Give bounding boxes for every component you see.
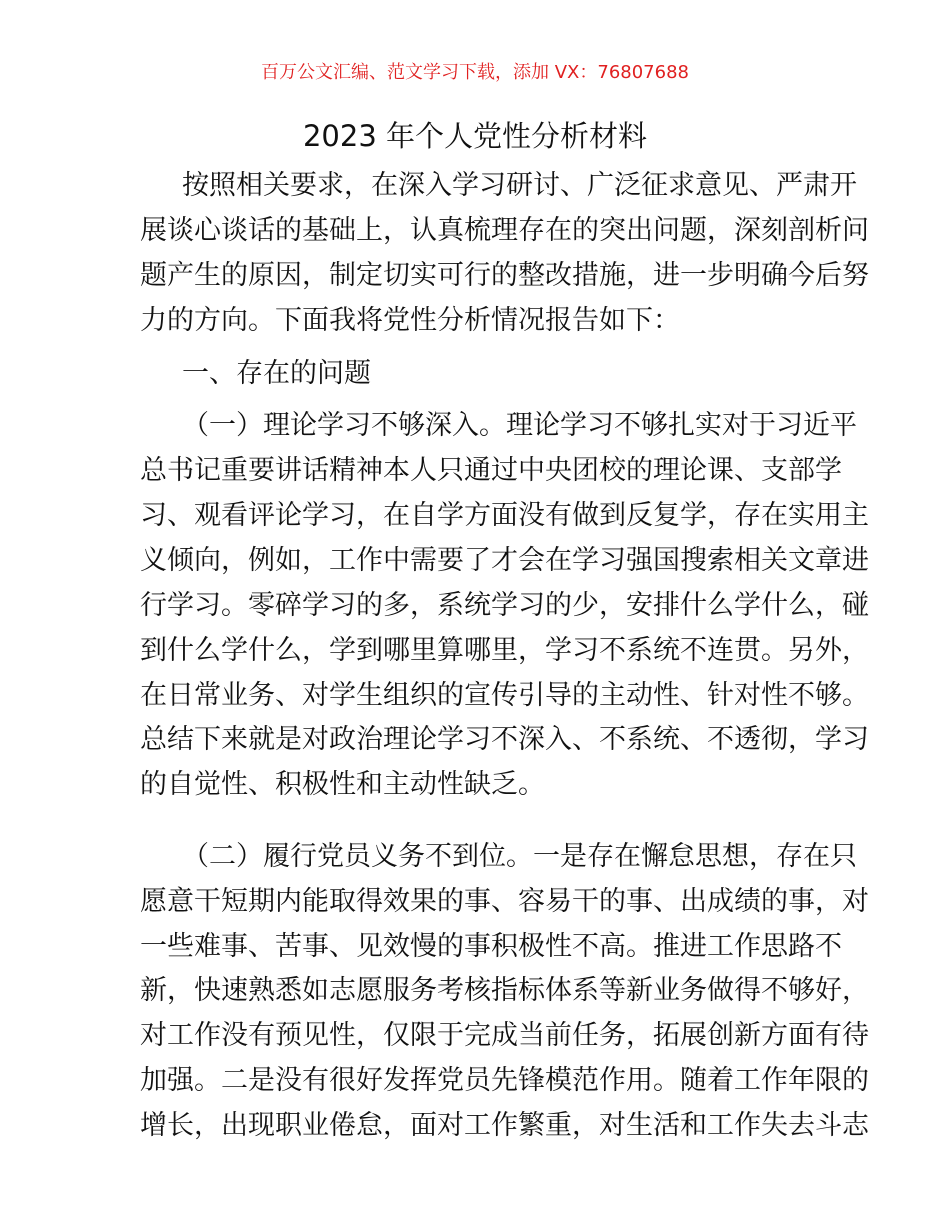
document-title: 2023 年个人党性分析材料 [302, 119, 648, 153]
text-line: 增长，出现职业倦怠，面对工作繁重，对生活和工作失去斗志 [140, 1110, 869, 1141]
text-line: （二）履行党员义务不到位。一是存在懈怠思想，存在只 [182, 841, 857, 872]
text-line: 义倾向，例如，工作中需要了才会在学习强国搜索相关文章进 [140, 545, 869, 576]
text-line: 按照相关要求，在深入学习研讨、广泛征求意见、严肃开 [182, 170, 857, 201]
watermark-banner: 百万公文汇编、范文学习下载，添加 VX：76807688 [261, 62, 689, 83]
text-line: 到什么学什么，学到哪里算哪里，学习不系统不连贯。另外， [140, 635, 869, 666]
text-line: 力的方向。下面我将党性分析情况报告如下： [140, 305, 680, 336]
text-line: 题产生的原因，制定切实可行的整改措施，进一步明确今后努 [140, 260, 869, 291]
text-line: 行学习。零碎学习的多，系统学习的少，安排什么学什么，碰 [140, 590, 869, 621]
text-line: 愿意干短期内能取得效果的事、容易干的事、出成绩的事，对 [140, 886, 869, 917]
section-heading: 一、存在的问题 [182, 358, 371, 389]
text-line: 加强。二是没有很好发挥党员先锋模范作用。随着工作年限的 [140, 1065, 869, 1096]
text-line: 展谈心谈话的基础上，认真梳理存在的突出问题，深刻剖析问 [140, 215, 869, 246]
text-line: 习、观看评论学习，在自学方面没有做到反复学，存在实用主 [140, 500, 869, 531]
text-line: （一）理论学习不够深入。理论学习不够扎实对于习近平 [182, 410, 857, 441]
text-line: 一些难事、苦事、见效慢的事积极性不高。推进工作思路不 [140, 931, 842, 962]
text-line: 新，快速熟悉如志愿服务考核指标体系等新业务做得不够好， [140, 975, 869, 1006]
text-line: 对工作没有预见性，仅限于完成当前任务，拓展创新方面有待 [140, 1020, 869, 1051]
text-line: 在日常业务、对学生组织的宣传引导的主动性、针对性不够。 [140, 680, 869, 711]
text-line: 总结下来就是对政治理论学习不深入、不系统、不透彻，学习 [140, 724, 869, 755]
text-line: 的自觉性、积极性和主动性缺乏。 [140, 769, 545, 800]
text-line: 总书记重要讲话精神本人只通过中央团校的理论课、支部学 [140, 455, 842, 486]
